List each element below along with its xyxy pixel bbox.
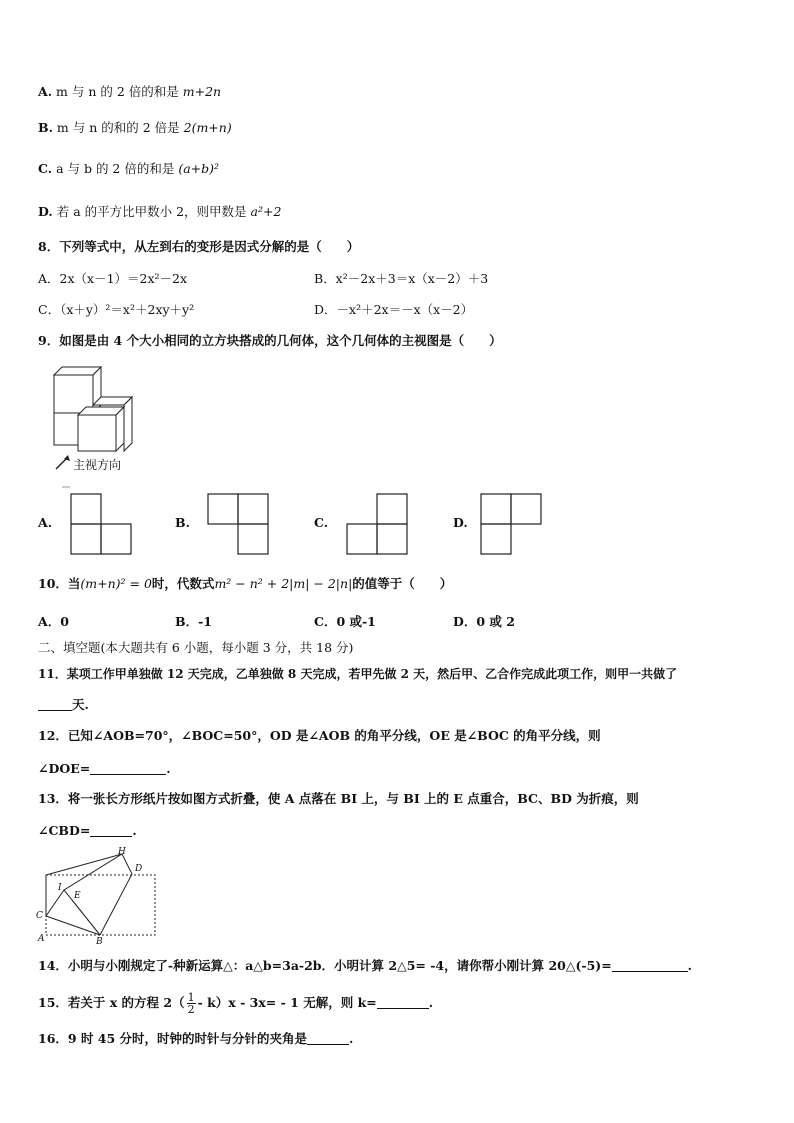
q7-option-b <box>38 120 232 136</box>
point-label-a: A <box>38 934 45 944</box>
option-text: m 与 n 的和的 2 倍是 <box>56 120 180 135</box>
q9-option-b-view <box>207 493 269 555</box>
option-text: a 与 b 的 2 倍的和是 <box>56 161 175 176</box>
answer-blank[interactable] <box>90 762 166 775</box>
option-letter: D. <box>38 204 53 219</box>
q15-prefix: 15．若关于 x 的方程 2（ <box>38 995 185 1010</box>
answer-blank[interactable] <box>377 996 429 1009</box>
option-letter: A. <box>38 84 53 99</box>
fraction <box>187 992 196 1015</box>
q12-line2 <box>38 761 171 777</box>
q12-suffix: . <box>166 761 171 776</box>
q9-option-d-view <box>480 493 542 555</box>
q10-option-d: D．0 或 2 <box>453 614 515 629</box>
q13-line1: 13．将一张长方形纸片按如图方式折叠，使 A 点落在 BI 上，与 BI 上的 E 点重合，BC、BD 为折痕，则 <box>38 791 639 806</box>
q8-option-a: A．2x（x－1）＝2x²－2x <box>38 271 188 286</box>
option-math: (a+b)² <box>178 161 220 176</box>
q9-option-b-letter: B. <box>175 515 190 530</box>
option-math: a²+2 <box>250 204 282 219</box>
q7-option-d <box>38 204 281 220</box>
q16-text: 16．9 时 45 分时，时钟的时针与分针的夹角是 <box>38 1031 308 1046</box>
q10-expression: m² − n² + 2|m| − 2|n| <box>214 576 353 591</box>
q12-prefix: ∠DOE= <box>38 761 91 776</box>
option-math: 2(m+n) <box>183 120 232 135</box>
q10-condition: (m+n)² = 0 <box>80 576 152 591</box>
point-label-d: D <box>135 864 143 874</box>
q14-line <box>38 958 692 974</box>
option-letter: B. <box>38 120 53 135</box>
q9-option-d-letter: D. <box>453 515 468 530</box>
q9-option-a-view <box>70 493 132 555</box>
q13-line2 <box>38 823 137 839</box>
q12-line1: 12．已知∠AOB=70°，∠BOC=50°，OD 是∠AOB 的角平分线，OE 是∠BOC 的角平分线，则 <box>38 728 601 743</box>
q10-stem <box>38 576 452 592</box>
q9-option-a-letter: A. <box>38 515 53 530</box>
q8-option-c: C．（x＋y）²＝x²＋2xy＋y² <box>38 302 195 317</box>
q14-suffix: . <box>687 958 693 973</box>
q14-text: 14．小明与小刚规定了-种新运算△：a△b=3a-2b．小明计算 2△5= -4，请你帮小刚计算 20△(-5)= <box>38 958 612 973</box>
answer-blank[interactable] <box>307 1032 349 1045</box>
direction-label: 主视方向 <box>73 458 122 472</box>
q9-option-c-letter: C. <box>314 515 329 530</box>
q13-prefix: ∠CBD= <box>38 823 91 838</box>
q8-option-b: B．x²－2x＋3＝x（x－2）＋3 <box>314 271 489 286</box>
point-label-b: B <box>96 937 103 947</box>
q10-mid: 时，代数式 <box>151 576 215 591</box>
point-label-i: I <box>58 883 62 893</box>
q7-option-c <box>38 161 219 177</box>
q11-line2 <box>38 697 89 713</box>
q8-option-d: D．－x²＋2x＝－x（x－2） <box>314 302 474 317</box>
point-label-e: E <box>74 891 81 901</box>
q10-option-b: B．-1 <box>175 614 212 629</box>
answer-blank[interactable] <box>38 698 72 711</box>
q9-stem: 9．如图是由 4 个大小相同的立方块搭成的几何体，这个几何体的主视图是（ ） <box>38 333 502 348</box>
q13-suffix: . <box>132 823 137 838</box>
q15-mid: - k）x - 3x= - 1 无解，则 k= <box>197 995 377 1010</box>
q11-line1: 11．某项工作甲单独做 12 天完成，乙单独做 8 天完成，若甲先做 2 天，然后甲、乙合作完成此项工作，则甲一共做了 <box>38 667 678 681</box>
q16-suffix: . <box>349 1031 354 1046</box>
q8-stem: 8．下列等式中，从左到右的变形是因式分解的是（ ） <box>38 239 360 254</box>
q10-prefix: 10．当 <box>38 576 81 591</box>
q15-suffix: . <box>428 995 434 1010</box>
q10-option-a: A．0 <box>38 614 69 629</box>
q7-option-a <box>38 84 221 100</box>
fraction-denominator: 2 <box>187 1003 195 1016</box>
answer-blank[interactable] <box>90 824 132 837</box>
q13-fold-figure <box>34 846 160 946</box>
option-letter: C. <box>38 161 53 176</box>
option-math: m+2n <box>182 84 222 99</box>
q9-dash-divider <box>62 485 72 489</box>
section-heading: 二、填空题(本大题共有 6 小题，每小题 3 分，共 18 分) <box>38 640 354 655</box>
q10-option-c: C．0 或-1 <box>314 614 376 629</box>
q15-line <box>38 990 433 1016</box>
point-label-c: C <box>36 911 43 921</box>
option-text: m 与 n 的 2 倍的和是 <box>56 84 179 99</box>
q16-line <box>38 1031 353 1047</box>
answer-blank[interactable] <box>612 959 688 972</box>
q9-option-c-view <box>346 493 408 555</box>
option-text: 若 a 的平方比甲数小 2，则甲数是 <box>56 204 247 219</box>
q11-suffix: 天. <box>72 697 89 712</box>
q10-suffix: 的值等于（ ） <box>352 576 453 591</box>
fraction-numerator: 1 <box>187 991 195 1004</box>
point-label-h: H <box>118 847 126 857</box>
